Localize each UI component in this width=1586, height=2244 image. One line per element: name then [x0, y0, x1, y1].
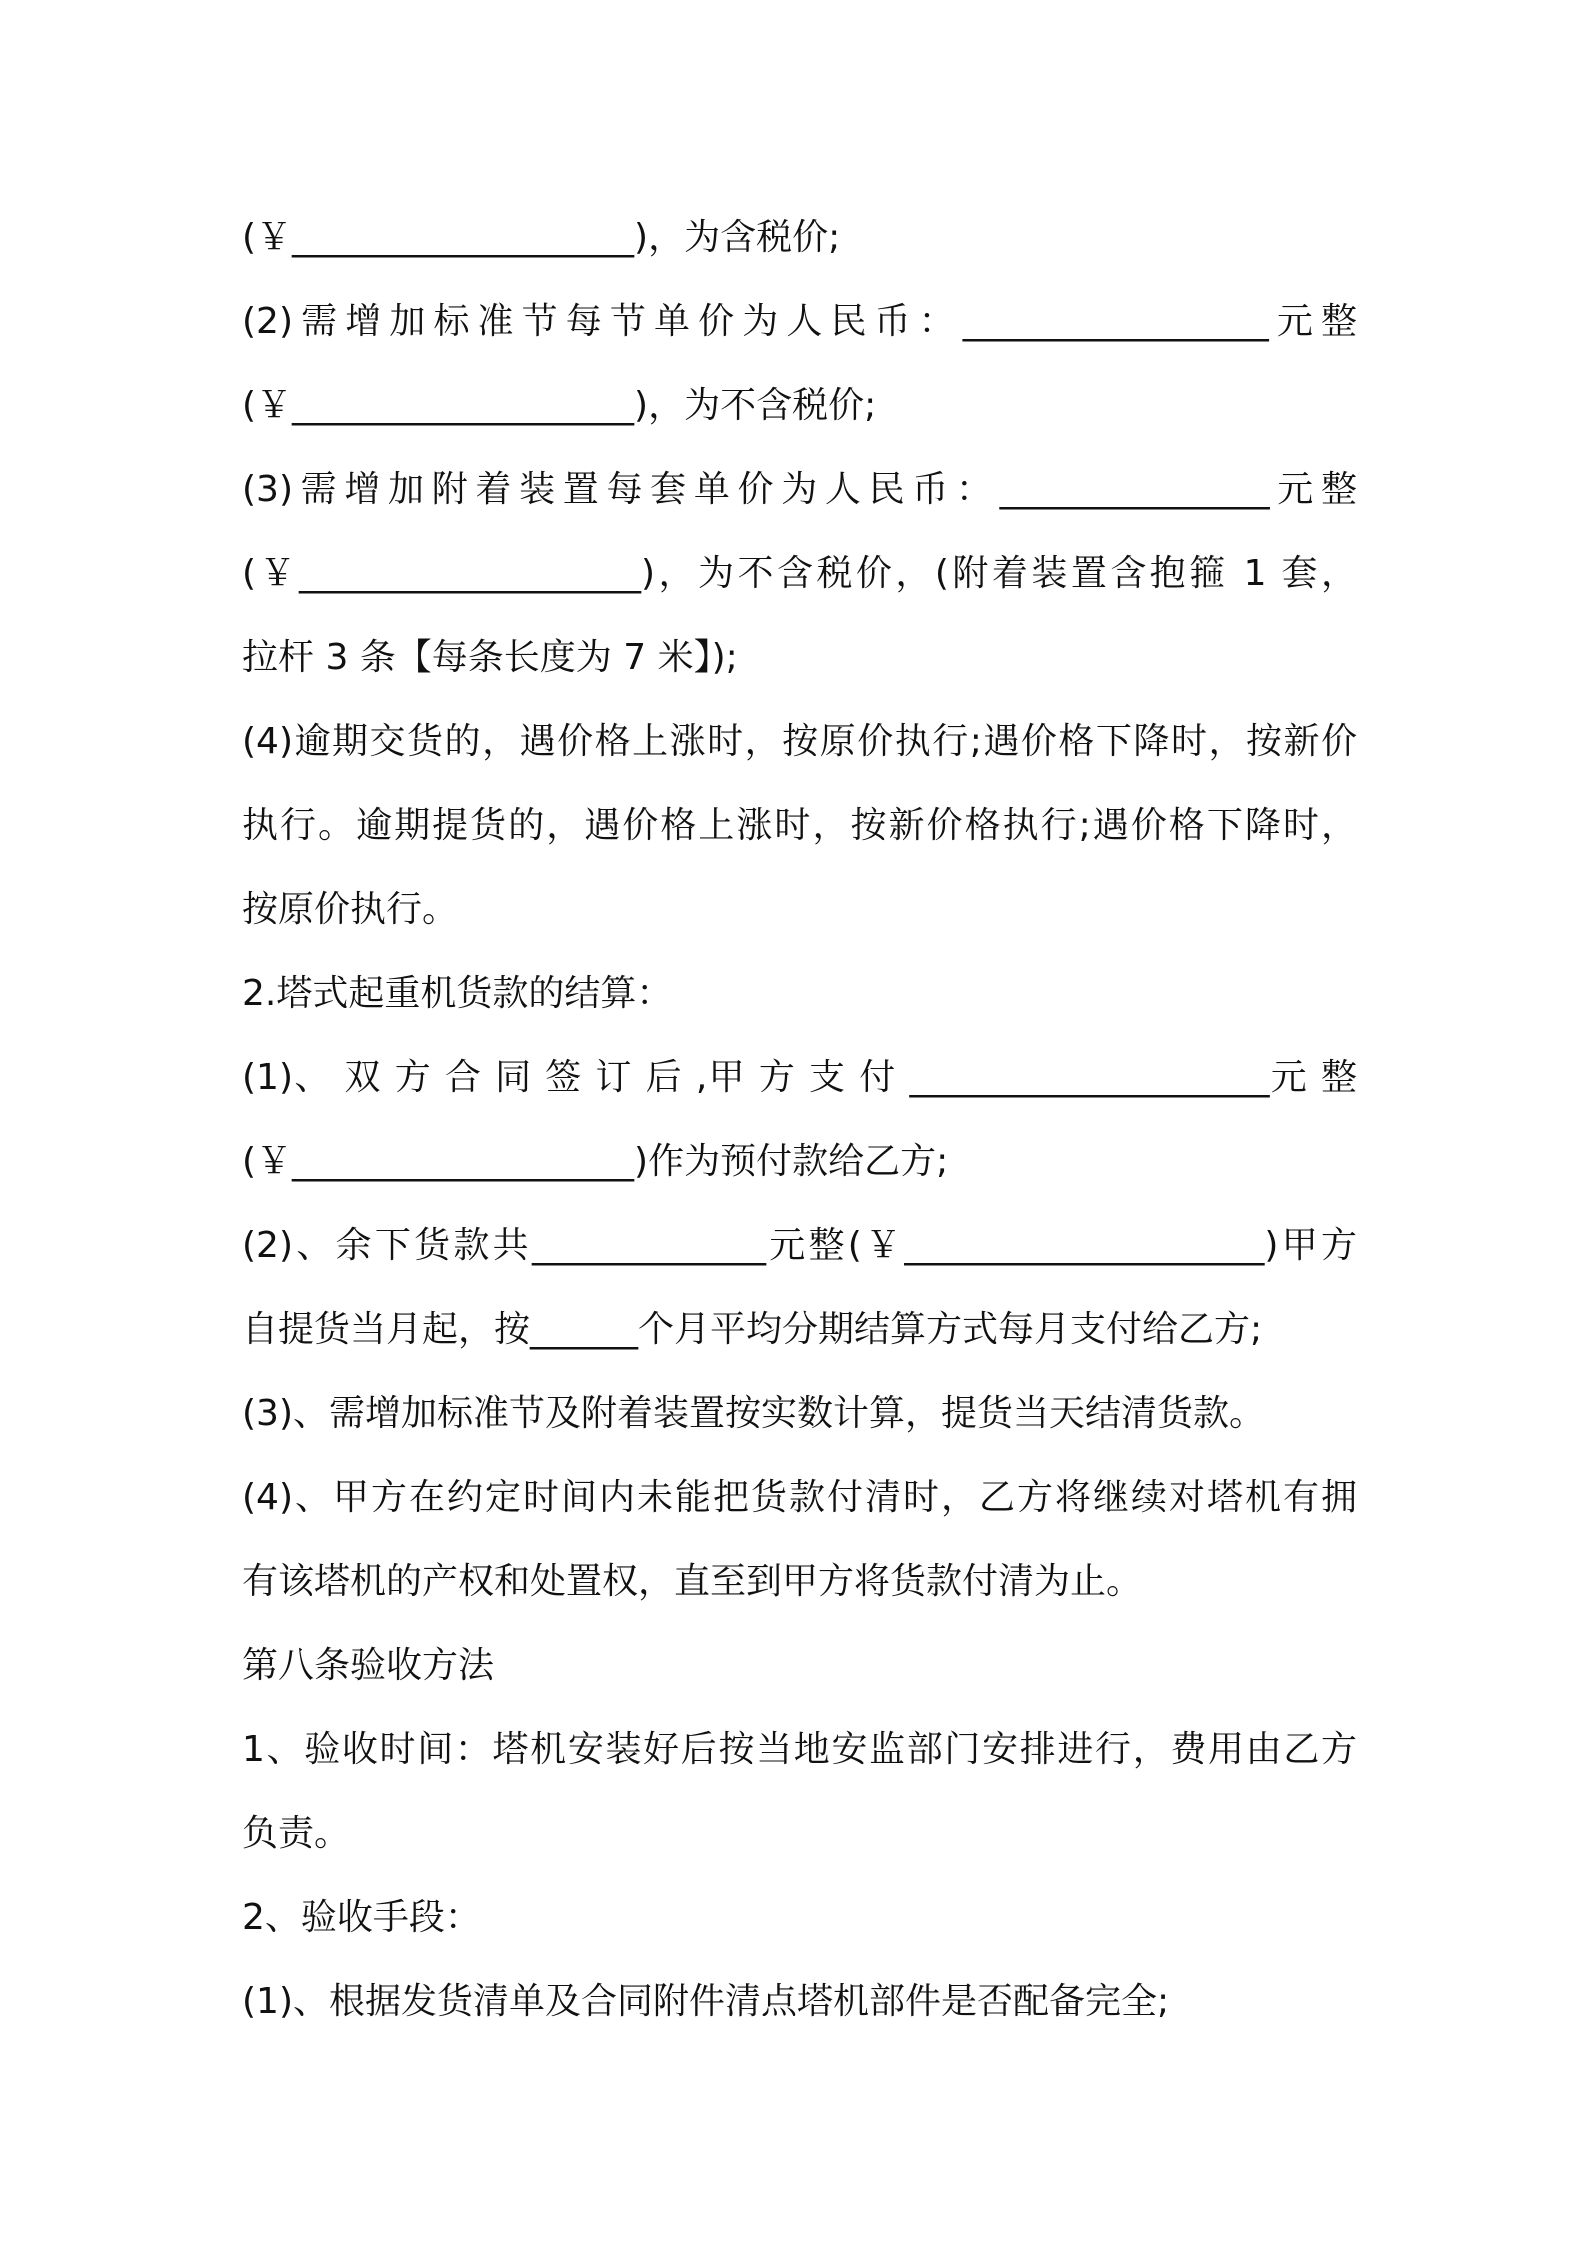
text-line: (1)、 双 方 合 同 签 订 后 ,甲 方 支 付 ____________________元 整: [242, 1057, 1357, 1098]
text-line: (3)需增加附着装置每套单价为人民币：_______________元整: [242, 469, 1357, 510]
text-line: 执行。逾期提货的，遇价格上涨时，按新价格执行;遇价格下降时，: [242, 805, 1357, 846]
text-line: (￥___________________)，为不含税价，(附着装置含抱箍 1 套，: [242, 553, 1357, 594]
text-line: (2)、余下货款共_____________元整(￥____________________)甲方: [242, 1225, 1357, 1266]
text-line: 1、验收时间：塔机安装好后按当地安监部门安排进行，费用由乙方: [242, 1729, 1357, 1770]
document-body: [242, 196, 1357, 2044]
text-line: 拉杆 3 条【每条长度为 7 米】);: [242, 637, 738, 678]
text-line: (4)、甲方在约定时间内未能把货款付清时，乙方将继续对塔机有拥: [242, 1477, 1357, 1518]
text-line: (1)、根据发货清单及合同附件清点塔机部件是否配备完全;: [242, 1981, 1170, 2022]
text-line: 负责。: [242, 1813, 351, 1854]
text-line: (￥___________________)作为预付款给乙方;: [242, 1141, 949, 1182]
text-line: 按原价执行。: [242, 889, 459, 930]
text-line: (3)、需增加标准节及附着装置按实数计算，提货当天结清货款。: [242, 1393, 1265, 1434]
text-line: 有该塔机的产权和处置权，直至到甲方将货款付清为止。: [242, 1561, 1143, 1602]
text-line: (￥___________________)，为含税价;: [242, 217, 841, 258]
text-line: (￥___________________)，为不含税价;: [242, 385, 877, 426]
text-line: (2)需增加标准节每节单价为人民币：_________________元整: [242, 301, 1357, 342]
section-heading: 2、验收手段：: [242, 1897, 481, 1938]
text-line: 自提货当月起，按______个月平均分期结算方式每月支付给乙方;: [242, 1309, 1263, 1350]
article-heading: 第八条验收方法: [242, 1645, 495, 1686]
text-line: (4)逾期交货的，遇价格上涨时，按原价执行;遇价格下降时，按新价: [242, 721, 1357, 762]
section-heading: 2.塔式起重机货款的结算：: [242, 973, 673, 1014]
